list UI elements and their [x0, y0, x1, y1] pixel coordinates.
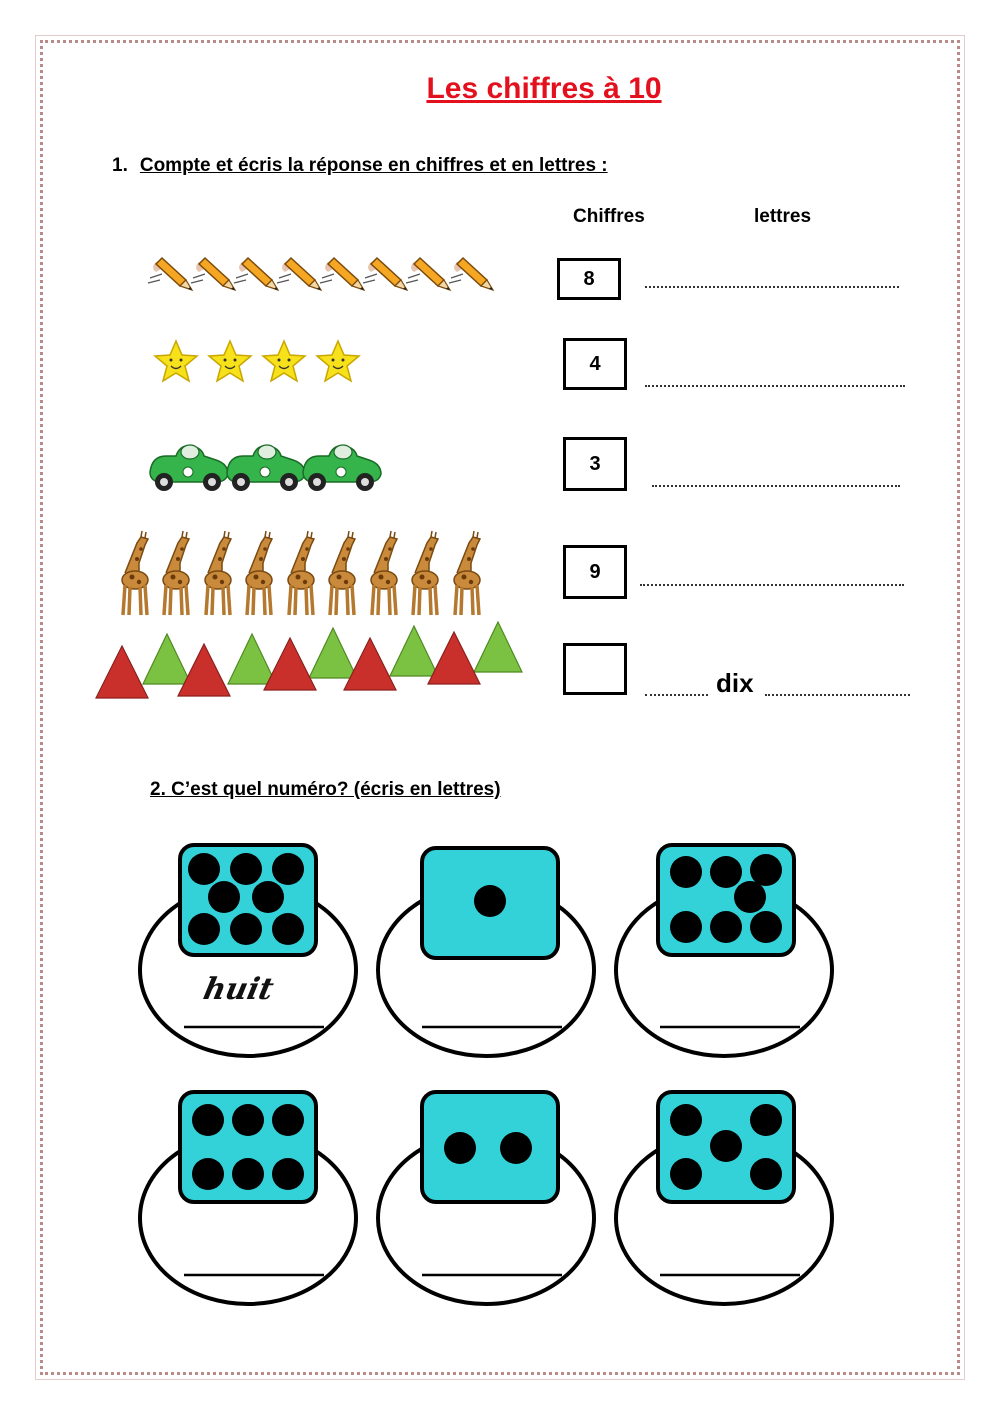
answer-box-cars[interactable]: 3	[563, 437, 627, 491]
answer-box-stars[interactable]: 4	[563, 338, 627, 390]
die-pip	[500, 1132, 532, 1164]
die-group-5	[378, 1092, 594, 1304]
die-pip	[734, 881, 766, 913]
triangle-icons	[96, 622, 522, 698]
die-group-4	[140, 1092, 356, 1304]
pencil-icons	[148, 258, 493, 290]
answer-box-giraffes[interactable]: 9	[563, 545, 627, 599]
die-group-2	[378, 848, 594, 1056]
die-pip	[188, 913, 220, 945]
die-pip	[710, 911, 742, 943]
die-pip	[670, 856, 702, 888]
dice-illustrations	[140, 845, 832, 1304]
die-pip	[192, 1158, 224, 1190]
die-pip	[710, 856, 742, 888]
die-pip	[272, 1158, 304, 1190]
die-pip	[750, 854, 782, 886]
exercise-1-number: 1.	[112, 155, 128, 176]
answer-box-pencils[interactable]: 8	[557, 258, 621, 300]
die-pip	[474, 885, 506, 917]
die-pip	[272, 853, 304, 885]
die-pip	[750, 1104, 782, 1136]
die-pip	[230, 853, 262, 885]
giraffe-icons	[122, 531, 480, 615]
die-pip	[710, 1130, 742, 1162]
die-face-5	[422, 1092, 558, 1202]
die-pip	[208, 881, 240, 913]
lettres-answer-dix: dix	[716, 668, 754, 698]
column-header-chiffres: Chiffres	[573, 206, 645, 227]
die-pip	[750, 1158, 782, 1190]
die-pip	[230, 913, 262, 945]
die-pip	[272, 1104, 304, 1136]
exercise-1-text: Compte et écris la réponse en chiffres et en lettres :	[139, 155, 608, 176]
race-car-icons	[150, 445, 381, 491]
dice-answer-huit: huit	[200, 972, 277, 1007]
star-icons	[155, 341, 359, 381]
die-pip	[252, 881, 284, 913]
die-pip	[272, 913, 304, 945]
die-pip	[670, 1104, 702, 1136]
die-pip	[670, 911, 702, 943]
die-pip	[750, 911, 782, 943]
die-pip	[192, 1104, 224, 1136]
die-pip	[232, 1158, 264, 1190]
die-pip	[232, 1104, 264, 1136]
exercise-2-instruction: 2. C’est quel numéro? (écris en lettres)	[150, 779, 501, 800]
die-group-1	[140, 845, 356, 1056]
die-pip	[444, 1132, 476, 1164]
page-title: Les chiffres à 10	[426, 72, 662, 105]
die-pip	[670, 1158, 702, 1190]
die-group-6	[616, 1092, 832, 1304]
die-group-3	[616, 845, 832, 1056]
die-pip	[188, 853, 220, 885]
column-header-lettres: lettres	[754, 206, 812, 227]
